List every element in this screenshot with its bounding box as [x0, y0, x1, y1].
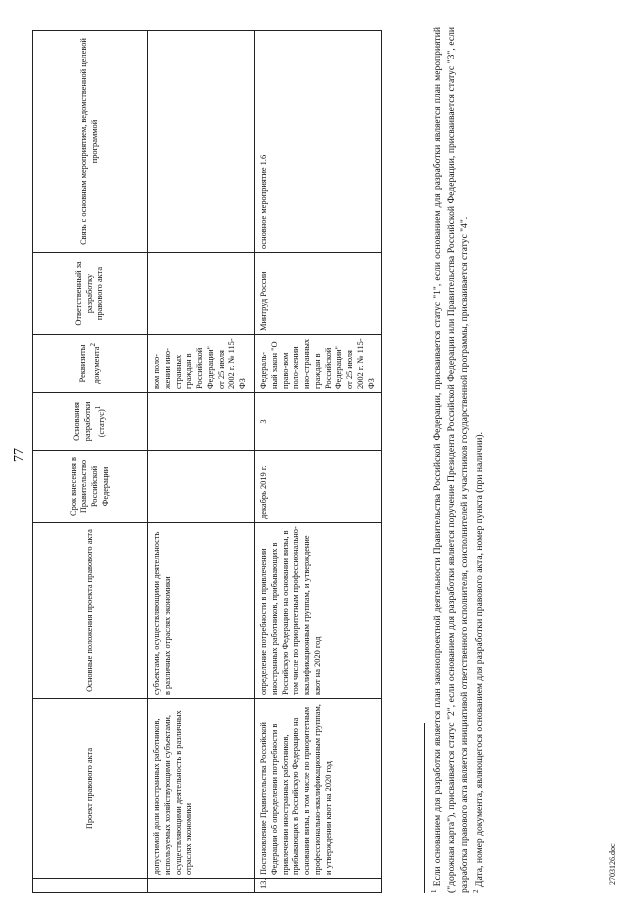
footnote-1 — [430, 27, 472, 893]
table-row — [148, 31, 255, 893]
header-number — [33, 879, 148, 893]
cell-details: вом поло-жении ино-странных граждан в Российской Федерации" от 25 июля 2002 г. № 115-ФЗ — [148, 335, 255, 393]
header-provisions: Основные положения проекта правового акта — [33, 523, 148, 699]
cell-link — [148, 31, 255, 253]
header-project: Проект правового акта — [33, 699, 148, 879]
cell-number: 13. — [255, 879, 382, 893]
legal-acts-table — [32, 30, 382, 893]
cell-status — [148, 393, 255, 451]
footnote-ref-1: 1 — [93, 405, 102, 410]
cell-details: Федераль-ный закон "О право-вом поло-жении ино-странных граждан в Российской Федерации" от 25 июля 2002 г. № 115-ФЗ — [255, 335, 382, 393]
footnote-mark: 2 — [472, 889, 481, 893]
footnote-text: Дата, номер документа, являющегося основанием для разработки правового акта, номер пункта (при наличии). — [474, 432, 486, 888]
footnote-mark: 1 — [430, 889, 438, 893]
footnotes — [430, 27, 487, 893]
footnote-divider — [424, 723, 425, 893]
header-basis — [33, 393, 148, 451]
header-details-text: Реквизиты документа — [77, 344, 101, 384]
table-header-row — [33, 31, 148, 893]
cell-project: допустимой доли иностранных работников, используемых хозяйствующими субъектами, осуществляющими деятельность в различных отраслях экономики — [148, 699, 255, 879]
cell-responsible: Минтруд России — [255, 253, 382, 335]
cell-deadline — [148, 451, 255, 523]
header-details — [33, 335, 148, 393]
cell-project: Постановление Правительства Российской Федерации об определении потребности в привлечении иностранных работников, прибывающих в Российскую Федерацию на основании визы, в том числе по приоритетным профессионально-квалификационным группам, и утверждении квот на 2020 год — [255, 699, 382, 879]
cell-number — [148, 879, 255, 893]
cell-responsible — [148, 253, 255, 335]
cell-provisions: определение потребности в привлечении иностранных работников, прибывающих в Российскую Федерацию на основании визы, в том числе по приоритетным профессионально-квалификационным группам, и утверждение квот на 2020 год — [255, 523, 382, 699]
page-number: 77 — [12, 448, 27, 462]
table-row — [255, 31, 382, 893]
cell-link: основное мероприятие 1.6 — [255, 31, 382, 253]
footnote-text: Если основанием для разработки является план законопроектной деятельности Правительства Российской Федерации, присваивается статус "1", если основанием для разработки является план мероприятий ("дорожная карта"), присваивается статус "2", если основанием для разработки является поручение Президента Российской Федерации или Правительства Российской Федерации, присваивается статус "3", если разработка правового акта является инициативой ответственного исполнителя, соисполнителей и участников государственной программы, присваивается статус "4". — [432, 27, 471, 893]
cell-status: 3 — [255, 393, 382, 451]
header-deadline: Срок внесения в Правительство Российской Федерации — [33, 451, 148, 523]
header-link: Связь с основным мероприятием, ведомственной целевой программой — [33, 31, 148, 253]
header-responsible: Ответственный за разработку правового акта — [33, 253, 148, 335]
document-id: 2703126.doc — [608, 843, 617, 885]
header-basis-text: Основания разработки (статус) — [72, 401, 106, 442]
cell-provisions: субъектами, осуществляющими деятельность в различных отраслях экономики — [148, 523, 255, 699]
footnote-ref-2: 2 — [88, 343, 97, 347]
footnote-2 — [472, 27, 487, 893]
cell-deadline: декабрь 2019 г. — [255, 451, 382, 523]
